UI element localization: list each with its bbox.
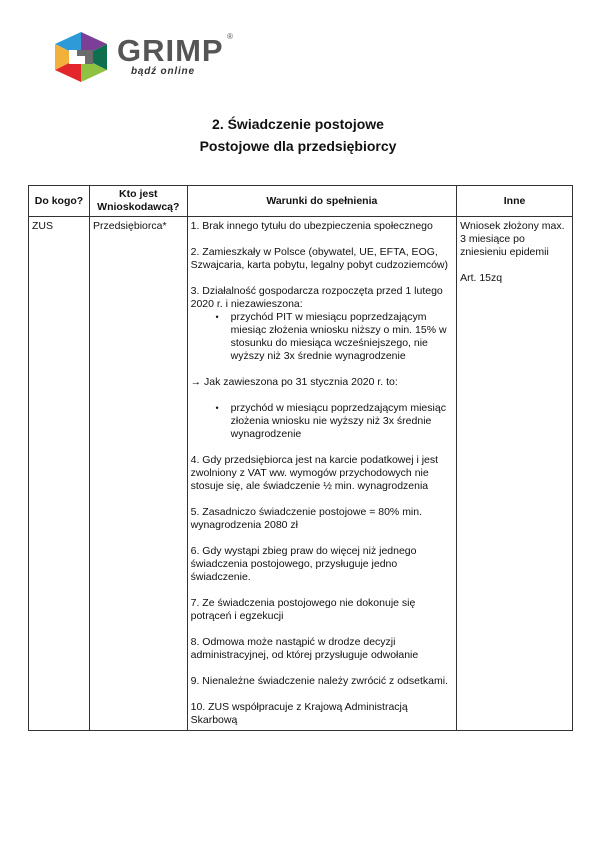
- page-subtitle: Postojowe dla przedsiębiorcy: [199, 138, 397, 154]
- condition-8: 8. Odmowa może nastąpić w drodze decyzji administracyjnej, od której przysługuje odwołanie: [190, 636, 419, 661]
- grimp-logo-mark-icon: [55, 32, 107, 82]
- condition-1: 1. Brak innego tytułu do ubezpieczenia społecznego: [190, 220, 433, 232]
- grimp-logo: [55, 32, 245, 84]
- condition-2: 2. Zamieszkały w Polsce (obywatel, UE, EFTA, EOG, Szwajcaria, karta pobytu, legalny pobyt cudzoziemców): [190, 246, 448, 271]
- other-note: Wniosek złożony max. 3 miesiące po zniesieniu epidemii: [460, 220, 565, 258]
- cell-conditions: [187, 217, 456, 731]
- header-to-whom: Do kogo?: [29, 186, 90, 217]
- registered-mark: ®: [227, 32, 233, 41]
- condition-3-bullet: [191, 311, 453, 363]
- header-conditions: Warunki do spełnienia: [187, 186, 456, 217]
- header-other: Inne: [457, 186, 573, 217]
- condition-5: 5. Zasadniczo świadczenie postojowe = 80% min. wynagrodzenia 2080 zł: [190, 506, 423, 531]
- other-article: Art. 15zq: [460, 272, 503, 284]
- logo-tagline: bądź online: [131, 66, 195, 77]
- condition-10: 10. ZUS współpracuje z Krajową Administracją Skarbową: [190, 701, 408, 726]
- condition-4: 4. Gdy przedsiębiorca jest na karcie podatkowej i jest zwolniony z VAT ww. wymogów przychodowych nie stosuje się, ale świadczenie ½ min. wynagrodzenia: [190, 454, 439, 492]
- condition-7: 7. Ze świadczenia postojowego nie dokonuje się potrąceń i egzekucji: [190, 597, 416, 622]
- suspended-condition: → Jak zawieszona po 31 stycznia 2020 r. to:: [190, 376, 398, 388]
- suspended-bullet: [191, 402, 453, 441]
- cell-applicant: Przedsiębiorca*: [90, 217, 188, 731]
- condition-6: 6. Gdy wystąpi zbieg praw do więcej niż jednego świadczenia postojowego, przysługuje jedno świadczenie.: [190, 545, 417, 583]
- condition-3: 3. Działalność gospodarcza rozpoczęta przed 1 lutego 2020 r. i niezawieszona:: [190, 285, 443, 310]
- benefit-table: [28, 185, 573, 731]
- bullet-text: przychód PIT w miesiącu poprzedzającym miesiąc złożenia wniosku niższy o min. 15% w stosunku do miesiąca wcześniejszego, nie wyższy niż 3x średnie wynagrodzenie: [230, 311, 447, 362]
- logo-wordmark: GRIMP: [117, 33, 224, 68]
- table-row: [29, 217, 573, 731]
- bullet-icon: •: [215, 403, 219, 413]
- bullet-text: przychód w miesiącu poprzedzającym miesiąc złożenia wniosku nie wyższy niż 3x średnie wynagrodzenie: [230, 402, 446, 440]
- header-applicant: Kto jest Wnioskodawcą?: [90, 186, 188, 217]
- cell-to-whom: ZUS: [29, 217, 90, 731]
- page-title: 2. Świadczenie postojowe: [212, 116, 384, 132]
- condition-9: 9. Nienależne świadczenie należy zwrócić z odsetkami.: [190, 675, 448, 687]
- table-header-row: [29, 186, 573, 217]
- bullet-icon: •: [215, 312, 219, 322]
- cell-other: [457, 217, 573, 731]
